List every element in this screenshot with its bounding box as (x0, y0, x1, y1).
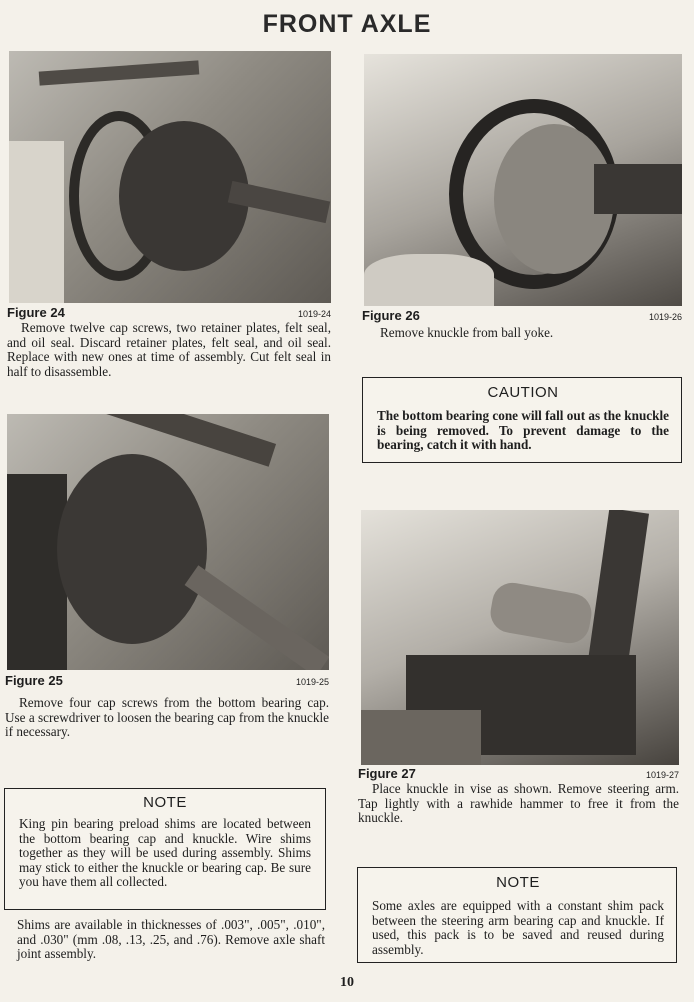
note-box-left (4, 788, 326, 910)
figure-24-label: Figure 24 (7, 305, 65, 320)
page-title: FRONT AXLE (262, 10, 432, 38)
figure-25-photo (7, 414, 329, 670)
caution-box (362, 377, 682, 463)
caution-text: The bottom bearing cone will fall out as the knuckle is being removed. To prevent damage to the bearing, catch it with hand. (377, 408, 669, 453)
caution-heading: CAUTION (487, 384, 559, 401)
figure-26-caption: Remove knuckle from ball yoke. (380, 325, 554, 340)
figure-27-code: 1019-27 (645, 770, 679, 780)
page-number: 10 (340, 975, 354, 990)
figure-26-code: 1019-26 (648, 312, 682, 322)
note-right-heading: NOTE (496, 874, 540, 891)
figure-27-caption-row (358, 766, 679, 781)
figure-24-code: 1019-24 (297, 309, 331, 319)
note-left-heading: NOTE (143, 794, 187, 811)
figure-24-caption-row (7, 305, 331, 320)
figure-25-code: 1019-25 (295, 677, 329, 687)
figure-25-caption: Remove four cap screws from the bottom bearing cap. Use a screwdriver to loosen the bearing cap from the knuckle if necessary. (5, 695, 329, 740)
figure-25-label: Figure 25 (5, 673, 63, 688)
figure-24-photo (9, 51, 331, 303)
figure-26-label: Figure 26 (362, 308, 420, 323)
note-left-text: King pin bearing preload shims are located between the bottom bearing cap and knuckle. Wire shims together as they will be used during assembly. Shims may stick to either the knuckle or bearing cap. Be sure you have them all collected. (19, 816, 311, 890)
shims-paragraph: Shims are available in thicknesses of .003", .005", .010", and .030" (mm .08, .13, .25, and .76). Remove axle shaft joint assembly. (17, 917, 325, 962)
note-box-right (357, 867, 677, 963)
figure-27-label: Figure 27 (358, 766, 416, 781)
figure-24-caption: Remove twelve cap screws, two retainer plates, felt seal, and oil seal. Discard retainer plates, felt seal, and oil seal. Replace with new ones at time of assembly. Cut felt seal in half to disassemble. (7, 320, 331, 379)
figure-27-caption: Place knuckle in vise as shown. Remove steering arm. Tap lightly with a rawhide hammer to free it from the knuckle. (358, 781, 679, 826)
figure-26-photo (364, 54, 682, 306)
figure-27-photo (361, 510, 679, 765)
figure-25-caption-row (5, 673, 329, 688)
note-right-text: Some axles are equipped with a constant shim pack between the steering arm bearing cap and knuckle. If used, this pack is to be saved and reused during assembly. (372, 898, 664, 957)
figure-26-caption-row (362, 308, 682, 323)
